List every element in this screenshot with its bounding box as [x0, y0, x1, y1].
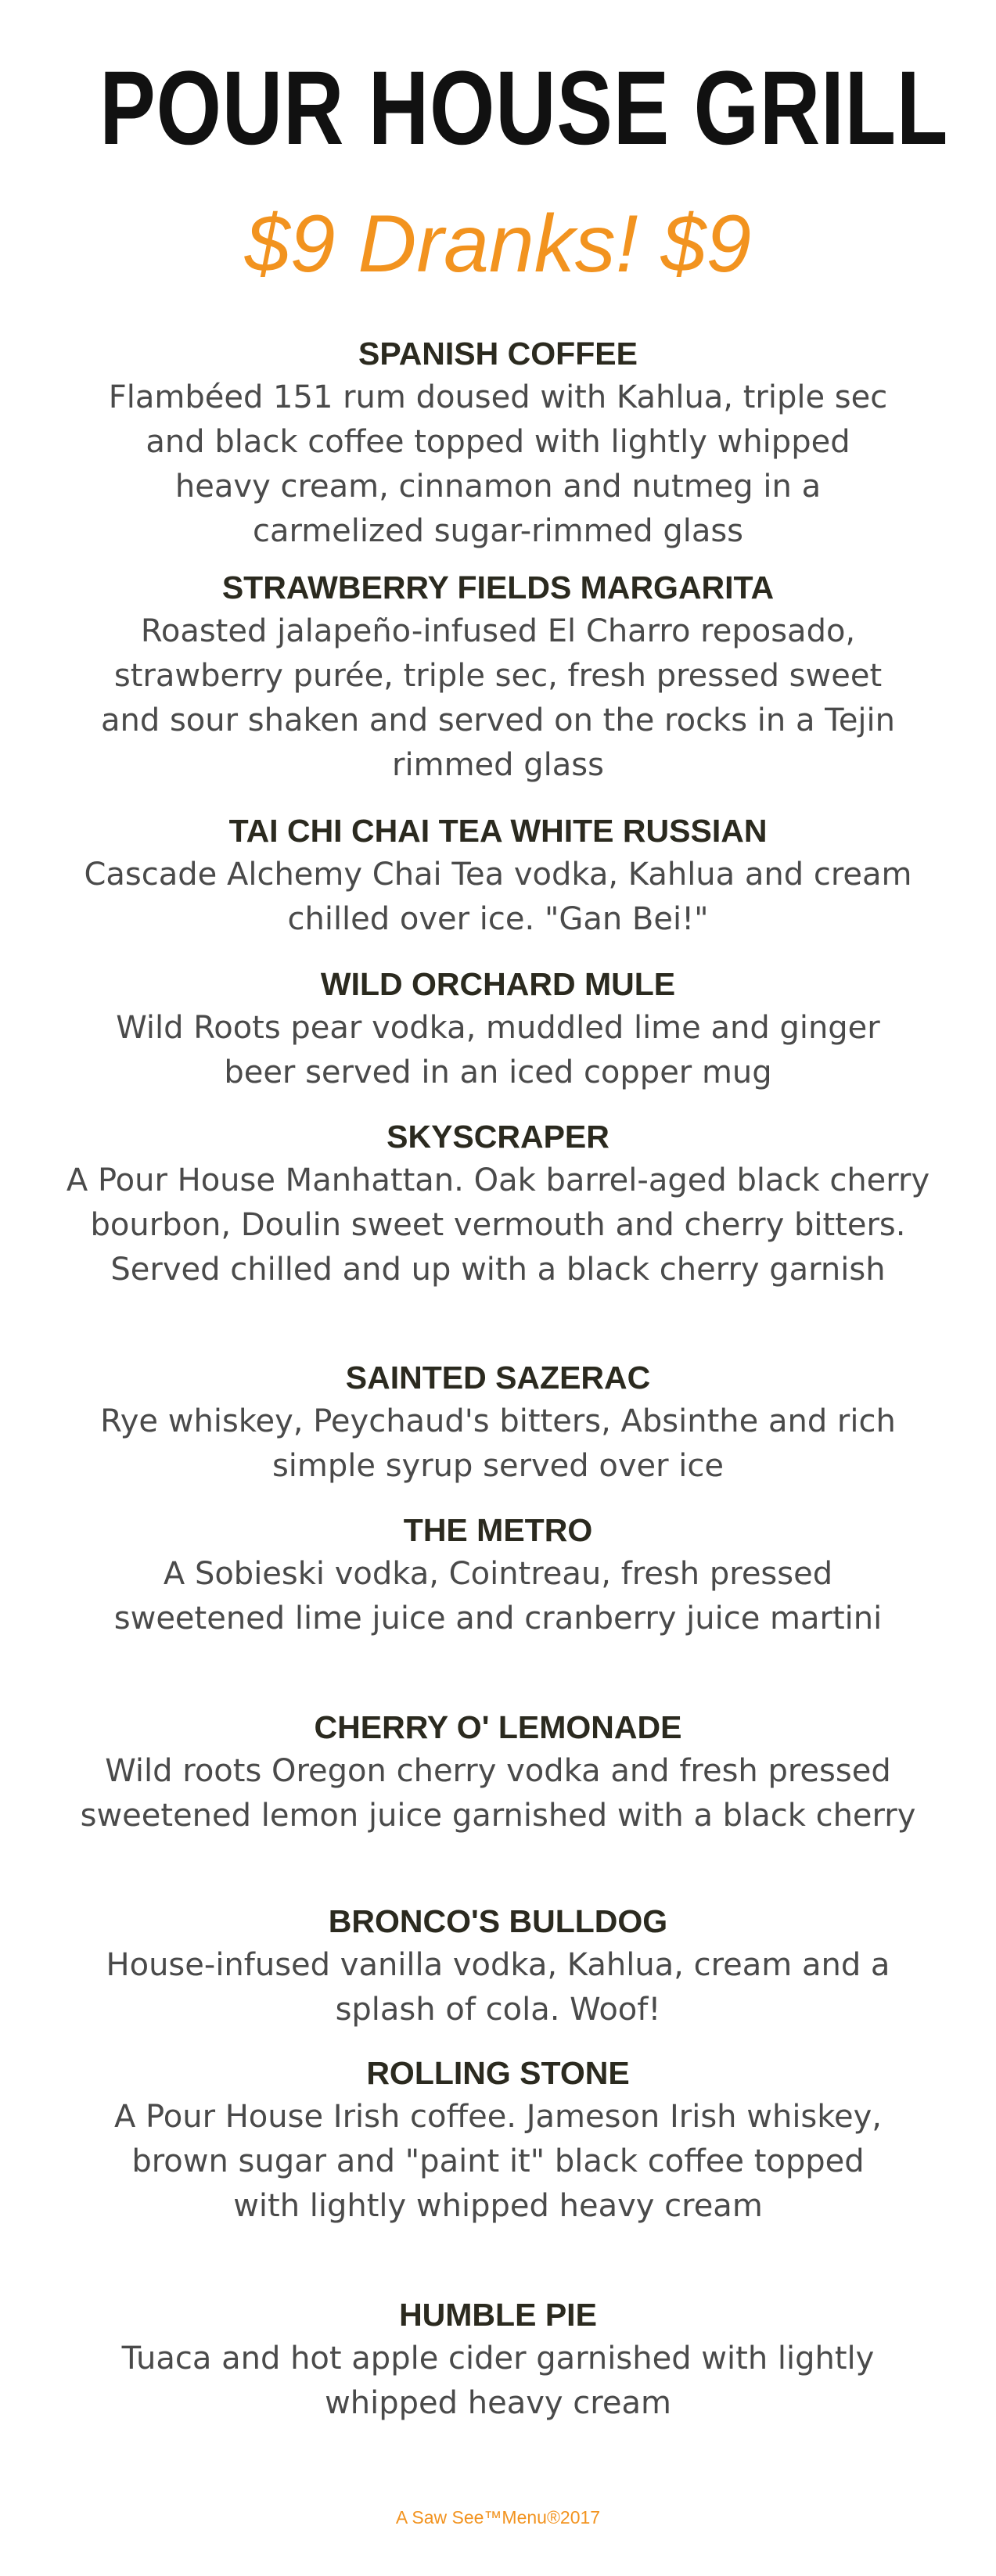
item-description: A Pour House Manhattan. Oak barrel-aged black cherry bourbon, Doulin sweet vermouth and cherry bitters. Served chilled and up with a black cherry garnish — [66, 1162, 930, 1288]
menu-item-tai-chi-chai-tea-white-russian — [47, 809, 949, 942]
item-name: SKYSCRAPER — [387, 1119, 609, 1155]
item-description: House-infused vanilla vodka, Kahlua, cream and a splash of cola. Woof! — [106, 1947, 890, 2028]
item-description: Cascade Alchemy Chai Tea vodka, Kahlua and cream chilled over ice. "Gan Bei!" — [84, 857, 912, 937]
item-name: HUMBLE PIE — [399, 2297, 597, 2333]
menu-item-wild-orchard-mule — [47, 962, 949, 1095]
item-description: Roasted jalapeño-infused El Charro reposado, strawberry purée, triple sec, fresh pressed sweet and sour shaken and served on the rocks in a Tejin rimmed glass — [100, 613, 896, 783]
item-name: CHERRY O' LEMONADE — [314, 1709, 682, 1745]
menu-item-strawberry-fields-margarita — [47, 566, 949, 788]
menu-item-rolling-stone — [47, 2051, 949, 2229]
menu-item-humble-pie — [47, 2293, 949, 2426]
item-description: Flambéed 151 rum doused with Kahlua, triple sec and black coffee topped with lightly whipped heavy cream, cinnamon and nutmeg in a carmelized sugar-rimmed glass — [108, 379, 888, 549]
item-description: Tuaca and hot apple cider garnished with lightly whipped heavy cream — [121, 2341, 875, 2421]
menu-item-skyscraper — [47, 1115, 949, 1292]
item-name: STRAWBERRY FIELDS MARGARITA — [221, 569, 775, 605]
item-name: BRONCO'S BULLDOG — [328, 1903, 668, 1939]
menu-item-cherry-o-lemonade — [47, 1705, 949, 1838]
menu-item-spanish-coffee — [47, 332, 949, 554]
menu-item-broncos-bulldog — [47, 1899, 949, 2032]
item-name: TAI CHI CHAI TEA WHITE RUSSIAN — [228, 813, 768, 849]
item-name: SPANISH COFFEE — [358, 336, 638, 372]
item-description: A Pour House Irish coffee. Jameson Irish whiskey, brown sugar and "paint it" black coffee topped with lightly whipped heavy cream — [113, 2099, 883, 2224]
item-name: THE METRO — [403, 1512, 593, 1548]
menu-footer-credit: A Saw See™Menu®2017 — [395, 2507, 601, 2527]
menu-item-the-metro — [47, 1508, 949, 1641]
item-description: A Sobieski vodka, Cointreau, fresh pressed sweetened lime juice and cranberry juice martini — [113, 1556, 883, 1636]
restaurant-title: POUR HOUSE GRILL — [99, 50, 949, 167]
item-name: ROLLING STONE — [366, 2055, 630, 2091]
item-description: Wild roots Oregon cherry vodka and fresh pressed sweetened lemon juice garnished with a black cherry — [80, 1753, 916, 1834]
item-name: WILD ORCHARD MULE — [320, 966, 676, 1002]
price-banner: $9 Dranks! $9 — [244, 199, 752, 289]
item-description: Rye whiskey, Peychaud's bitters, Absinthe and rich simple syrup served over ice — [100, 1403, 896, 1484]
item-name: SAINTED SAZERAC — [345, 1360, 651, 1396]
menu-item-sainted-sazerac — [47, 1356, 949, 1489]
item-description: Wild Roots pear vodka, muddled lime and ginger beer served in an iced copper mug — [116, 1010, 880, 1090]
